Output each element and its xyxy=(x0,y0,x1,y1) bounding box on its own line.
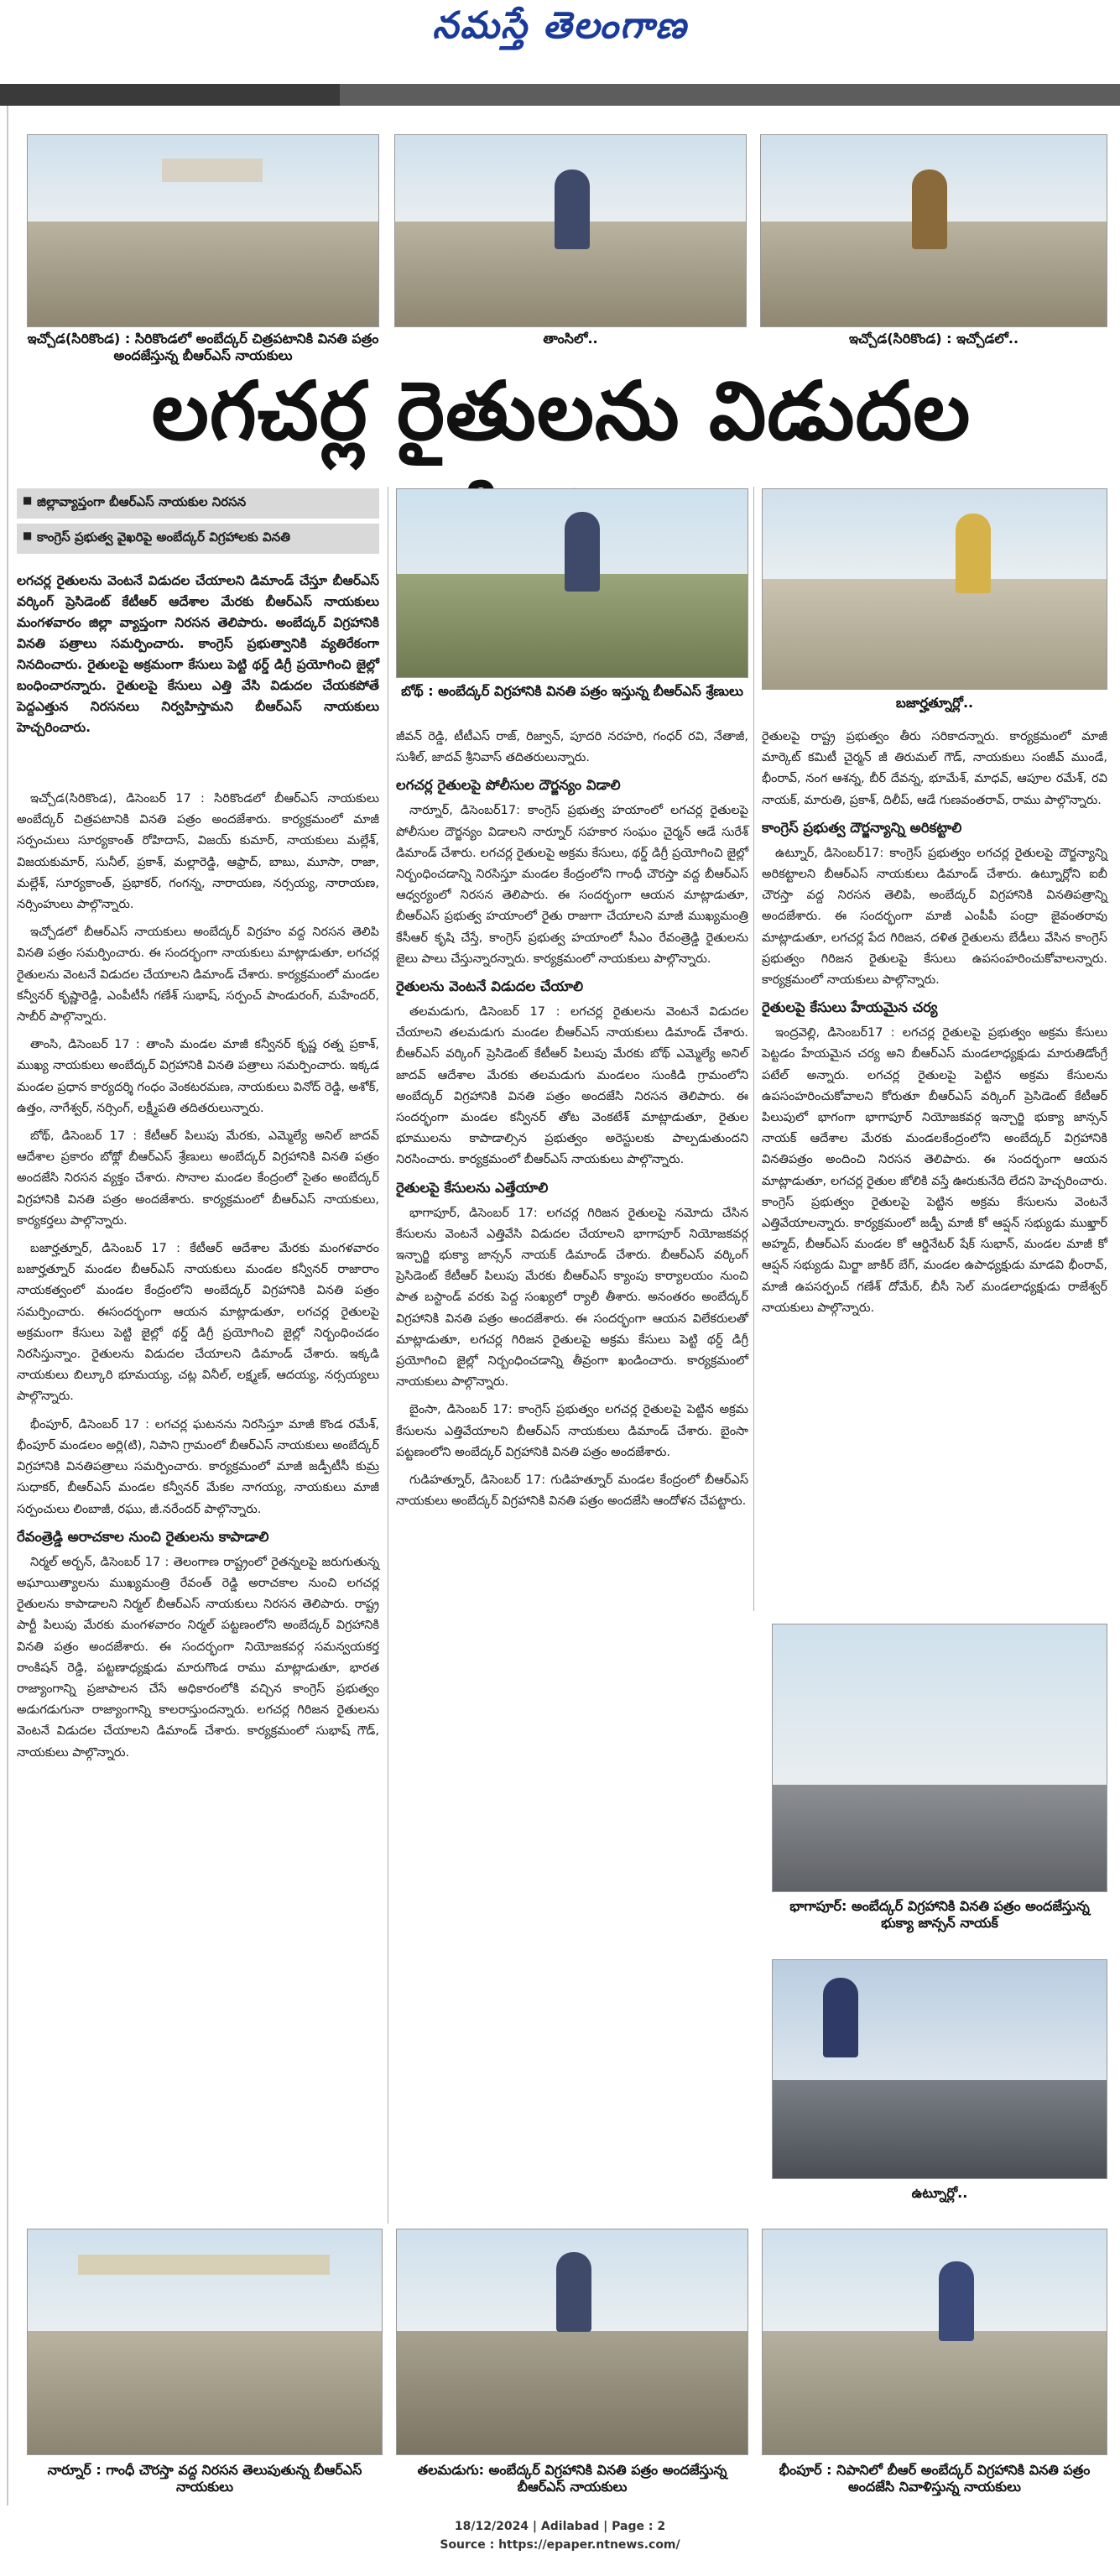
col2-subheading-2: రైతులను వెంటనే విడుదల చేయాలి xyxy=(396,978,584,995)
left-border xyxy=(7,106,8,2506)
col1-para: నిర్మల్ అర్బన్, డిసెంబర్ 17 : తెలంగాణ రాష్ట్రంలో రైతన్నలపై జరుగుతున్న అఘాయిత్యాలను ముఖ్యమంత్రి రేవంత్ రెడ్డి అరాచకాల నుంచి లగచర్ల రైతులను కాపాడాలని నిర్మల్ బీఆర్ఎస్ నాయకులు నిరసన తెలిపారు. రాష్ట్ర పార్టీ పిలుపు మేరకు మంగళవారం నిర్మల్ పట్టణంలోని అంబేద్కర్ విగ్రహానికి వినతి పత్రం అందజేశారు. ఈ సందర్భంగా నియోజకవర్గ సమన్వయకర్త రాంకిషన్ రెడ్డి, పట్టణాధ్యక్షుడు మారుగొండ రాము మాట్లాడుతూ, భారత రాజ్యాంగాన్ని ప్రజాపాలన చేసే అధికారంలోకి వచ్చిన కాంగ్రెస్ ప్రభుత్వం అడుగడుగునా రాజ్యాంగాన్ని కాలరాస్తుందన్నారు. లగచర్ల గిరిజన రైతులను వెంటనే విడుదల చేయాలని డిమాండ్ చేశారు. కార్యక్రమంలో సుభాష్ గౌడ్, నాయకులు పాల్గొన్నారు. xyxy=(17,1555,379,1760)
col2-para: నార్నూర్, డిసెంబర్17: కాంగ్రెస్ ప్రభుత్వ హయాంలో లగచర్ల రైతులపై పోలీసుల దౌర్జన్యం విడాలని నార్నూర్ సహకార సంఘం చైర్మన్ ఆడే సురేశ్ డిమాండ్ చేశారు. లగచర్ల రైతులపై అక్రమ కేసులు, థర్డ్ డిగ్రీ ప్రయోగించి జైల్లో నిర్బంధించడాన్ని నిరసిస్తూ మండల కేంద్రంలోని గాంధీ చౌరస్తా వద్ద బీఆర్ఎస్ ఆధ్వర్యంలో నిరసన తెలిపారు. ఈ సందర్భంగా ఆయన మాట్లాడుతూ, బీఆర్ఎస్ ప్రభుత్వ హయాంలో రైతు రాజుగా చేయాలని మాజీ ముఖ్యమంత్రి కేసీఆర్ కృషి చేస్తే, కాంగ్రెస్ ప్రభుత్వ హయాంలో సీఎం రేవంత్రెడ్డి రైతులను జైలు పాలు చేస్తున్నారన్నారు. కార్యక్రమంలో నాయకులు పాల్గొన్నారు. xyxy=(396,804,748,966)
col3-para: ఇంద్రవెల్లి, డిసెంబర్17 : లగచర్ల రైతులపై ప్రభుత్వం అక్రమ కేసులు పెట్టడం హేయమైన చర్య అని బీఆర్ఎస్ మండలాధ్యక్షుడు మారుతిడోంగ్రే పటేల్ అన్నారు. లగచర్ల రైతులపై పెట్టిన అక్రమ కేసులను ఉపసంహరించుకోవాలని కోరుతూ బీఆర్ఎస్ వర్కింగ్ ప్రెసిడెంట్ కేటీఆర్ పిలుపులో భాగంగా భాగాపూర్ నియోజకవర్గ ఇన్చార్జి భుక్యా జాన్సన్ నాయక్ ఆదేశాల మేరకు మండలకేంద్రంలోని అంబేద్కర్ విగ్రహానికి వినతిపత్రం అందించి నిరసన తెలిపారు. ఈ సందర్భంగా ఆయన మాట్లాడుతూ, లగచర్ల రైతుల జోలికి వస్తే ఊరుకునేది లేదని హెచ్చరించారు. కాంగ్రెస్ ప్రభుత్వం రైతులపై పెట్టిన అక్రమ కేసులను వెంటనే ఎత్తివేయాలన్నారు. కార్యక్రమంలో జడ్పీ మాజీ కో ఆప్షన్ సభ్యుడు ముఖ్తార్ అహ్మద్, బీఆర్ఎస్ మండల కో ఆర్డినేటర్ షేక్ సుభాన్, మండల మాజీ కో ఆప్షన్ సభ్యుడు మిర్జా జాకిర్ బేగ్, మండల ఉపాధ్యక్షుడు మాడవి భీంరావ్, మాజీ ఉపసర్పంచ్ గణేశ్ దోమేర్, బీసీ సెల్ మండలాధ్యక్షుడు రాజేశ్వర్ నాయకులు పాల్గొన్నారు. xyxy=(762,1026,1107,1315)
column-3 xyxy=(762,727,1107,1326)
photo-tamsi xyxy=(394,134,747,327)
caption-photo6: భాగాపూర్: అంబేద్కర్ విగ్రహానికి వినతి పత్రం అందజేస్తున్న భుక్యా జాన్సన్ నాయక్ xyxy=(789,1898,1090,1931)
photo-talamadugu xyxy=(396,2229,748,2455)
footer-date-line: 18/12/2024 | Adilabad | Page : 2 xyxy=(454,2520,666,2533)
col3-top: రైతులపై రాష్ట్ర ప్రభుత్వం తీరు సరికాదన్నారు. కార్యక్రమంలో మాజీ మార్కెట్ కమిటీ చైర్మన్ జీ తిరుమల్ గౌడ్, నాయకులు సంజీవ్ ముండే, భీంరావ్, నంగ ఆశన్న, బీర్ దేవన్న, భూమేశ్, మాధవ్, ఆపూల రమేశ్, రవి నాయక్, మారుతి, ప్రకాశ్, దిలీప్, ఆడే గుణవంతరావ్, రాము పాల్గొన్నారు. xyxy=(762,730,1107,807)
col2-para: బైంసా, డిసెంబర్ 17: కాంగ్రెస్ ప్రభుత్వం లగచర్ల రైతులపై పెట్టిన అక్రమ కేసులను ఎత్తివేయాలని బీఆర్ఎస్ నాయకులు డిమాండ్ చేశారు. బైంసా పట్టణంలోని అంబేద్కర్ విగ్రహానికి వినతి పత్రం అందజేశారు. xyxy=(396,1403,748,1459)
col2-para: గుడిహత్నూర్, డిసెంబర్ 17: గుడిహత్నూర్ మండల కేంద్రంలో బీఆర్ఎస్ నాయకులు అంబేద్కర్ విగ్రహానికి వినతి పత్రం అందజేసి ఆందోళన చేపట్టారు. xyxy=(396,1473,748,1509)
top-bar-accent xyxy=(340,84,1120,106)
masthead-title: నమస్తే తెలంగాణ xyxy=(432,4,688,47)
col2-subheading-1: లగచర్ల రైతులపై పోలీసుల దౌర్జన్యం విడాలి xyxy=(396,777,621,794)
col2-top: జీవన్ రెడ్డి, టీటీఎస్ రాజ్, రిజ్వాన్, పూదరి నరహరి, గంధర్ రవి, నేతాజీ, సుశీల్, జాదవ్ శ్రీనివాస్ తదితరులున్నారు. xyxy=(396,730,748,765)
col1-para: బోథ్, డిసెంబర్ 17 : కేటీఆర్ పిలుపు మేరకు, ఎమ్మెల్యే అనిల్ జాదవ్ ఆదేశాల ప్రకారం బోథ్లో బీఆర్ఎస్ శ్రేణులు అంబేద్కర్ విగ్రహానికి వినతి పత్రం అందజేసి నిరసన వ్యక్తం చేశారు. సొనాల మండల కేంద్రంలో సైతం అంబేద్కర్ విగ్రహానికి వినతి పత్రం అందజేశారు. కార్యక్రమంలో బీఆర్ఎస్ నాయకులు, కార్యకర్తలు పాల్గొన్నారు. xyxy=(17,1129,379,1228)
subheads xyxy=(17,488,379,559)
page-footer xyxy=(0,2517,1120,2554)
caption-photo2: తాంసిలో.. xyxy=(543,331,598,347)
photo-bhagapur xyxy=(772,1624,1107,1892)
top-bar xyxy=(0,84,1120,106)
caption-photo4: బోథ్ : అంబేద్కర్ విగ్రహానికి వినతి పత్రం ఇస్తున్న బీఆర్ఎస్ శ్రేణులు xyxy=(401,683,743,699)
photo-ichoda xyxy=(760,134,1107,327)
main-headline: లగచర్ల రైతులను విడుదల xyxy=(151,364,972,458)
col1-para: భీంపూర్, డిసెంబర్ 17 : లగచర్ల ఘటనను నిరసిస్తూ మాజీ కొండ రమేశ్, భీంపూర్ మండలం అర్లి(టి), నిపాని గ్రామంలో బీఆర్ఎస్ నాయకులు అంబేద్కర్ విగ్రహానికి వినతిపత్రాలు సమర్పించారు. కార్యక్రమంలో మాజీ జడ్పీటీసీ కుమ్ర సుధాకర్, బీఆర్ఎస్ మండల కన్వీనర్ మేకల నాగయ్య, నాయకులు మాజీ సర్పంచులు లింబాజీ, రఘు, జీ.నరేందర్ పాల్గొన్నారు. xyxy=(17,1417,379,1516)
caption-photo10: భీంపూర్ : నిపానిలో బీఆర్ అంబేద్కర్ విగ్రహానికి వినతి పత్రం అందజేసి నివాళిస్తున్న నాయకులు xyxy=(779,2462,1091,2495)
masthead xyxy=(0,0,1120,52)
subhead-2: ■ కాంగ్రెస్ ప్రభుత్వ వైఖరిపై అంబేద్కర్ విగ్రహాలకు వినతి xyxy=(17,524,379,554)
photo-utnoor xyxy=(772,1959,1107,2179)
col3-para: ఉట్నూర్, డిసెంబర్17: కాంగ్రెస్ ప్రభుత్వం లగచర్ల రైతులపై దౌర్జన్యాన్ని అరికట్టాలని బీఆర్ఎస్ నాయకులు డిమాండ్ చేశారు. ఉట్నూర్లోని ఐబీ చౌరస్తా వద్ద నిరసన తెలిపి, అంబేద్కర్ విగ్రహానికి వినతిపత్రాన్ని అందజేశారు. ఈ సందర్భంగా మాజీ ఎంపీపీ పంద్రా జైవంతరావు మాట్లాడుతూ, లగచర్ల పేద గిరిజన, దళిత రైతులను బేడీలు వేసిన కాంగ్రెస్ ప్రభుత్వం గిరిజన రైతులపై కేసులు ఉపసంహరించుకోవాలన్నారు. కార్యక్రమంలో నాయకులు పాల్గొన్నారు. xyxy=(762,846,1107,988)
caption-photo5: బజార్హత్నూర్లో.. xyxy=(895,695,974,711)
col1-para: ఇచ్చోడలో బీఆర్ఎస్ నాయకులు అంబేద్కర్ విగ్రహం వద్ద నిరసన తెలిపి వినతి పత్రం సమర్పించారు. ఈ సందర్భంగా నాయకులు మాట్లాడుతూ, లగచర్ల రైతులను వెంటనే విడుదల చేయాలని డిమాండ్ చేశారు. కార్యక్రమంలో మండల కన్వీనర్ కృష్ణారెడ్డి, ఎంపీటీసీ గణేశ్ సుభాష్, సర్పంచ్ పాండురంగ్, మహేందర్, సాబీర్ పాల్గొన్నారు. xyxy=(17,926,379,1025)
lead-paragraph: లగచర్ల రైతులను వెంటనే విడుదల చేయాలని డిమాండ్ చేస్తూ బీఆర్ఎస్ వర్కింగ్ ప్రెసిడెంట్ కేటీఆర్ ఆదేశాల మేరకు బీఆర్ఎస్ నాయకులు మంగళవారం జిల్లా వ్యాప్తంగా నిరసన తెలిపారు. అంబేద్కర్ విగ్రహానికి వినతి పత్రాలు సమర్పించారు. కాంగ్రెస్ ప్రభుత్వానికి వ్యతిరేకంగా నినదించారు. రైతులపై అక్రమంగా కేసులు పెట్టి థర్డ్ డిగ్రీ ప్రయోగించి జైల్లో బంధించారన్నారు. రైతులపై కేసులు ఎత్తి వేసి విడుదల చేయకపోతే పెద్దఎత్తున నిరసనలు నిర్వహిస్తామని బీఆర్ఎస్ నాయకులు హెచ్చరించారు. xyxy=(17,573,379,735)
footer-source-line[interactable]: Source : https://epaper.ntnews.com/ xyxy=(440,2538,680,2552)
col2-para: భాగాపూర్, డిసెంబర్ 17: లగచర్ల గిరిజన రైతులపై నమోదు చేసిన కేసులను వెంటనే ఎత్తివేసి విడుదల చేయాలని భాగాపూర్ నియోజకవర్గ ఇన్చార్జి భుక్యా జాన్సన్ నాయక్ డిమాండ్ చేశారు. బీఆర్ఎస్ వర్కింగ్ ప్రెసిడెంట్ కేటీఆర్ పిలుపు మేరకు బీఆర్ఎస్ క్యాంపు కార్యాలయం నుంచి పాత బస్టాండ్ వరకు పెద్ద సంఖ్యలో ర్యాలీ తీశారు. అనంతరం అంబేద్కర్ విగ్రహానికి వినతి పత్రం అందజేశారు. ఈ సందర్భంగా ఆయన విలేకరులతో మాట్లాడుతూ, లగచర్ల గిరిజన రైతులపై అక్రమ కేసులు పెట్టి థర్డ్ డిగ్రీ ప్రయోగించి జైల్లో నిర్బంధించడాన్ని తీవ్రంగా ఖండించారు. కార్యక్రమంలో నాయకులు పాల్గొన్నారు. xyxy=(396,1206,748,1390)
col1-para: ఇచ్చోడ(సిరికొండ), డిసెంబర్ 17 : సిరికొండలో బీఆర్ఎస్ నాయకులు అంబేద్కర్ చిత్రపటానికి వినతి పత్రం అందజేశారు. కార్యక్రమంలో మాజీ సర్పంచులు సూర్యకాంత్ రోహిదాస్, విజయ్ కుమార్, నాయకులు మల్లేశ్, విజయకుమార్, సునీల్, ప్రకాశ్, మల్లారెడ్డి, ఆఫ్రాద్, బాబు, మూసా, రాజా, మల్లేశ్, సూర్యకాంత్, ప్రభాకర్, గంగన్న, నారాయణ, నర్సయ్య, నారాయణ, నర్సింహులు పాల్గొన్నారు. xyxy=(17,792,379,912)
col3-subheading-2: రైతులపై కేసులు హేయమైన చర్య xyxy=(762,999,938,1016)
subhead-1: ■ జిల్లావ్యాప్తంగా బీఆర్ఎస్ నాయకుల నిరసన xyxy=(17,488,379,519)
column-2 xyxy=(396,727,748,1520)
photo-narnoor xyxy=(27,2229,383,2455)
caption-photo1: ఇచ్చోడ(సిరికొండ) : సిరికొండలో అంబేద్కర్ చిత్రపటానికి వినతి పత్రం అందజేస్తున్న బీఆర్ఎస్ నాయకులు xyxy=(27,331,379,363)
column-1 xyxy=(17,789,379,1770)
photo-sirikonda xyxy=(27,134,379,327)
photo-both xyxy=(396,488,748,678)
caption-photo9: తలమడుగు: అంబేద్కర్ విగ్రహానికి వినతి పత్రం అందజేస్తున్న బీఆర్ఎస్ నాయకులు xyxy=(417,2462,727,2495)
col2-para: తలమడుగు, డిసెంబర్ 17 : లగచర్ల రైతులను వెంటనే విడుదల చేయాలని తలమడుగు మండల బీఆర్ఎస్ నాయకులు డిమాండ్ చేశారు. బీఆర్ఎస్ వర్కింగ్ ప్రెసిడెంట్ కేటీఆర్ పిలుపు మేరకు బోథ్ ఎమ్మెల్యే అనిల్ జాదవ్ ఆదేశాల మేరకు తలమడుగు మండలం సుంకిడి గ్రామంలోని అంబేద్కర్ విగ్రహానికి వినతి పత్రం అందజేసి నిరసన తెలిపారు. ఈ సందర్భంగా మండల కన్వీనర్ తోట వెంకటేశ్ మాట్లాడుతూ, రైతుల భూములను కాపాడాల్సిన ప్రభుత్వం అరెస్టులకు పాల్పడుతుందని నిరసించారు. కార్యక్రమంలో బీఆర్ఎస్ నాయకులు పాల్గొన్నారు. xyxy=(396,1005,748,1167)
col1-para: తాంసి, డిసెంబర్ 17 : తాంసి మండల మాజీ కన్వీనర్ కృష్ణ రత్న ప్రకాశ్, ముఖ్య నాయకులు అంబేద్కర్ విగ్రహానికి వినతి పత్రాలు సమర్పించారు. ఇక్కడ మండల ప్రధాన కార్యదర్శి గంధం వెంకటరమణ, నాయకులు వినోద్ రెడ్డి, అశోక్, ఉత్తం, నాగేశ్వర్, నర్సింగ్, లక్ష్మీపతి తదితరులున్నారు. xyxy=(17,1038,379,1115)
photo-bazarhatnoor xyxy=(762,488,1107,690)
col2-subheading-3: రైతులపై కేసులను ఎత్తేయాలి xyxy=(396,1179,549,1196)
col1-subheading: రేవంత్రెడ్డి అరాచకాల నుంచి రైతులను కాపాడాలి xyxy=(17,1528,269,1545)
col1-para: బజార్హత్నూర్, డిసెంబర్ 17 : కేటీఆర్ ఆదేశాల మేరకు మంగళవారం బజార్హత్నూర్ మండల బీఆర్ఎస్ నాయకులు మండల కన్వీనర్ రాజారాం నాయకత్వంలో మండల కేంద్రంలోని అంబేద్కర్ విగ్రహానికి వినతి పత్రం సమర్పించారు. ఈసందర్భంగా ఆయన మాట్లాడుతూ, లగచర్ల రైతులపై అక్రమంగా కేసులు పెట్టి జైల్లో థర్డ్ డిగ్రీ ప్రయోగించి జైల్లో నిర్బంధించడం నిరసిస్తున్నాం. రైతులను విడుదల చేయాలని డిమాండ్ చేశారు. ఇక్కడి నాయకులు బిల్కూరి భూమయ్య, చట్ల వినీల్, లక్ష్మణ్, ఆదయ్య, నర్సయ్యలు పాల్గొన్నారు. xyxy=(17,1242,379,1404)
photo-bheempur xyxy=(762,2229,1107,2455)
caption-photo3: ఇచ్చోడ(సిరికొండ) : ఇచ్చోడలో.. xyxy=(848,331,1019,347)
caption-photo8: నార్నూర్ : గాంధీ చౌరస్తా వద్ద నిరసన తెలుపుతున్న బీఆర్ఎస్ నాయకులు xyxy=(47,2462,362,2495)
col3-subheading-1: కాంగ్రెస్ ప్రభుత్వ దౌర్జన్యాన్ని అరికట్టాలి xyxy=(762,819,962,836)
caption-photo7: ఉట్నూర్లో.. xyxy=(911,2185,968,2201)
column-divider xyxy=(753,487,754,1611)
